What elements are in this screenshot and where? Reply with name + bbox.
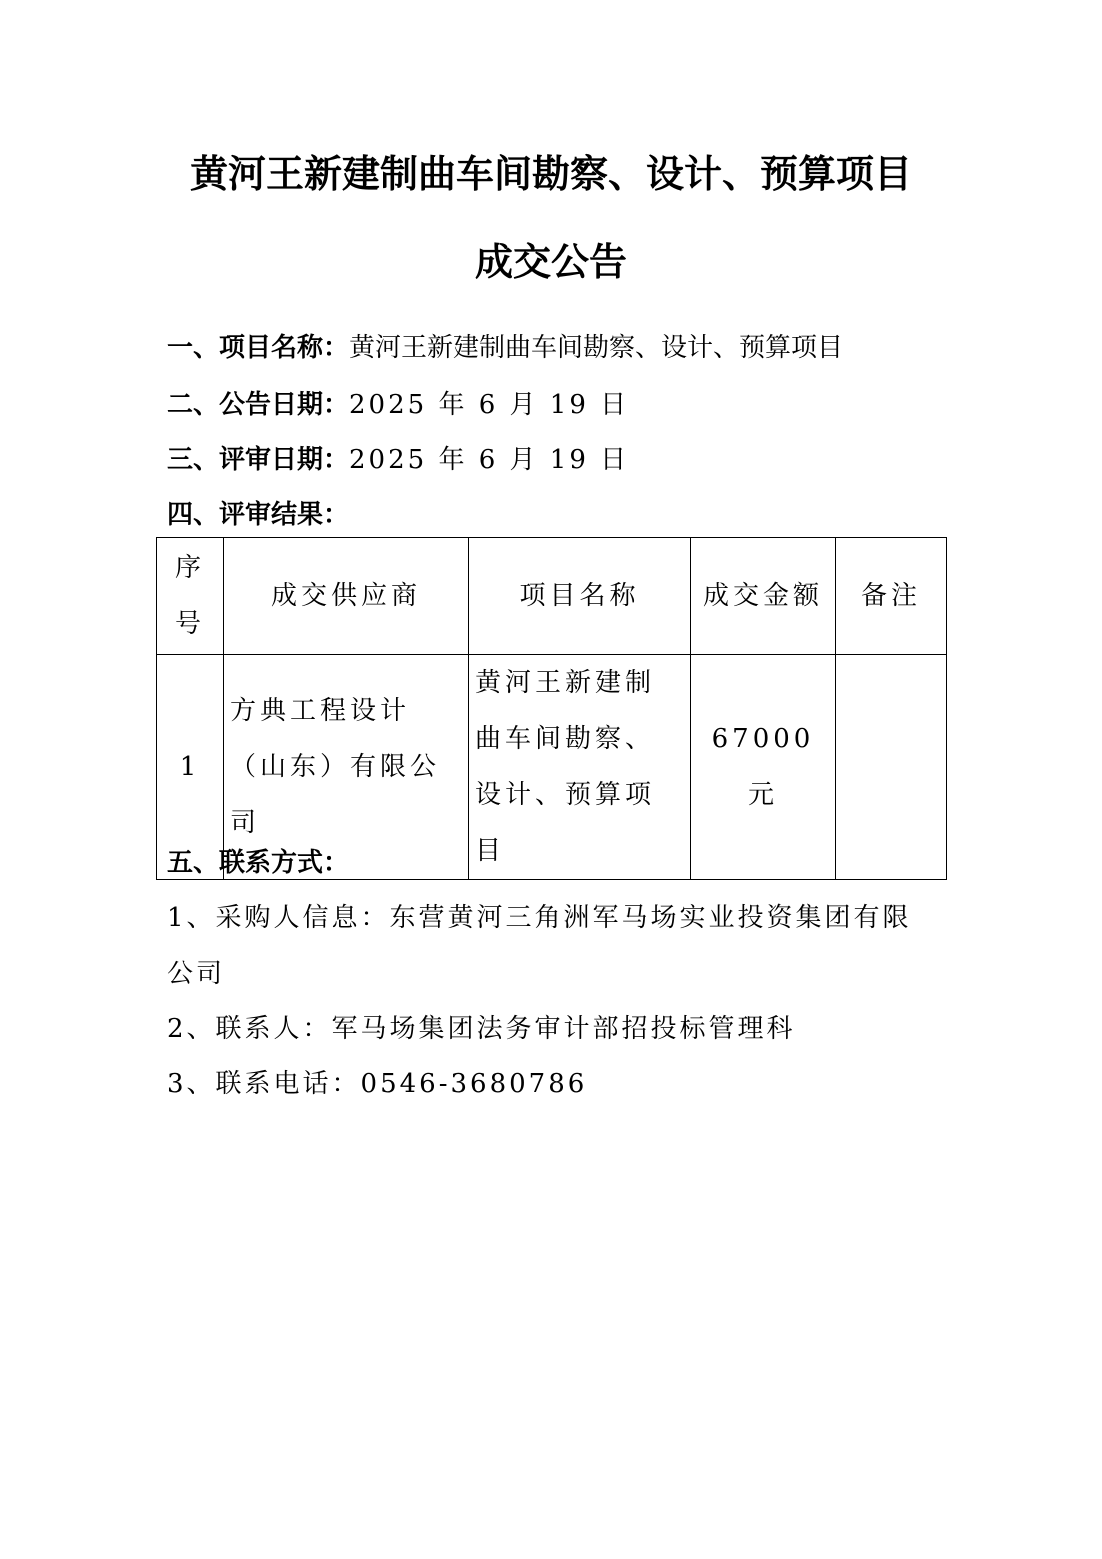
result-table bbox=[156, 537, 947, 880]
review-result-label: 四、评审结果： bbox=[167, 500, 350, 530]
contact-phone: 3、联系电话：0546-3680786 bbox=[167, 1069, 588, 1099]
header-amount: 成交金额 bbox=[691, 538, 836, 655]
announce-date-label: 二、公告日期： bbox=[167, 390, 350, 420]
contact-label: 五、联系方式： bbox=[167, 848, 350, 878]
header-project: 项目名称 bbox=[469, 538, 691, 655]
announce-date-line bbox=[167, 388, 629, 422]
page-subtitle: 成交公告 bbox=[474, 240, 627, 284]
purchaser-info: 1、采购人信息：东营黄河三角洲军马场实业投资集团有限 bbox=[167, 903, 912, 933]
purchaser-info-continued: 公司 bbox=[167, 959, 226, 989]
cell-supplier: 方典工程设计（山东）有限公司 bbox=[224, 655, 469, 880]
project-name-value: 黄河王新建制曲车间勘察、设计、预算项目 bbox=[349, 333, 844, 363]
review-date-line bbox=[167, 443, 629, 477]
contact-person: 2、联系人：军马场集团法务审计部招投标管理科 bbox=[167, 1014, 796, 1044]
cell-amount: 67000 元 bbox=[691, 655, 836, 880]
project-name-label: 一、项目名称： bbox=[167, 333, 350, 363]
header-seq: 序号 bbox=[157, 538, 224, 655]
project-name-line bbox=[167, 331, 843, 365]
table-header-row bbox=[157, 538, 947, 655]
page-title: 黄河王新建制曲车间勘察、设计、预算项目 bbox=[189, 152, 912, 196]
review-date-label: 三、评审日期： bbox=[167, 445, 350, 475]
announce-date-value: 2025 年 6 月 19 日 bbox=[349, 390, 630, 420]
cell-note bbox=[836, 655, 947, 880]
cell-seq: 1 bbox=[157, 655, 224, 880]
header-note: 备注 bbox=[836, 538, 947, 655]
cell-project: 黄河王新建制曲车间勘察、设计、预算项目 bbox=[469, 655, 691, 880]
review-date-value: 2025 年 6 月 19 日 bbox=[349, 445, 630, 475]
header-supplier: 成交供应商 bbox=[224, 538, 469, 655]
